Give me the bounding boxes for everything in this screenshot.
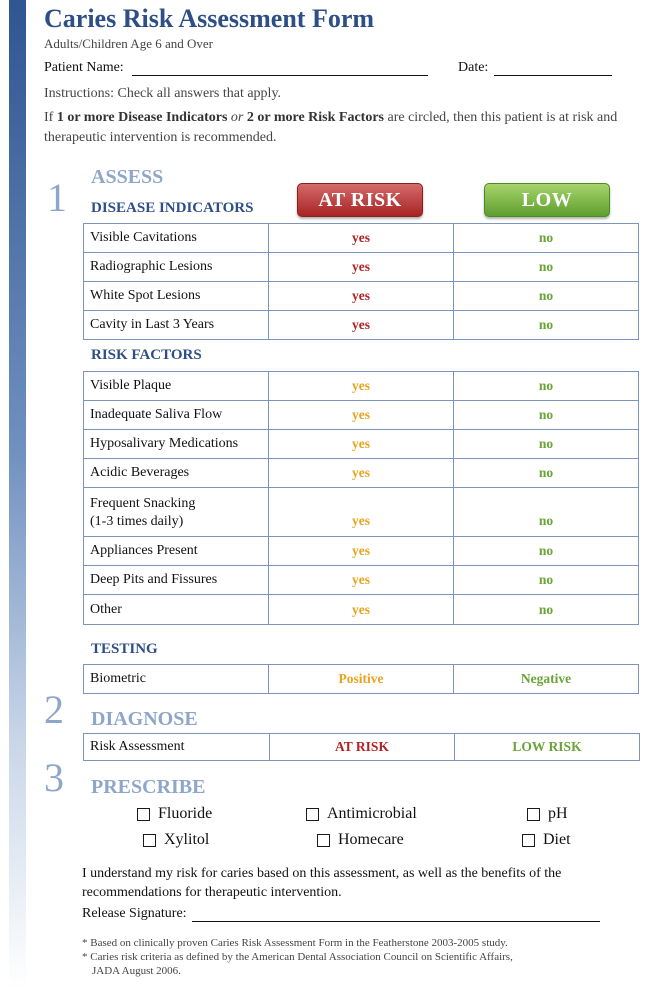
no-option[interactable]: no [454,430,639,459]
patient-name-field[interactable] [132,60,428,76]
prescribe-heading: PRESCRIBE [91,776,206,798]
yes-option[interactable]: yes [269,537,454,566]
risk-factors-table [83,371,639,625]
no-option[interactable]: no [454,566,639,595]
xylitol-checkbox[interactable]: Xylitol [143,831,209,849]
question-label: Radiographic Lesions [84,253,269,282]
table-row [84,372,639,401]
question-label: Deep Pits and Fissures [84,566,269,595]
checkbox-icon [527,808,540,821]
instructions-text: Instructions: Check all answers that apply. [44,86,282,101]
fluoride-checkbox[interactable]: Fluoride [137,805,212,823]
yes-option[interactable]: yes [269,311,454,340]
testing-table [83,664,639,694]
question-label: Biometric [84,665,269,694]
yes-option[interactable]: yes [269,401,454,430]
no-option[interactable]: no [454,372,639,401]
yes-option[interactable]: yes [269,488,454,537]
yes-option[interactable]: yes [269,430,454,459]
yes-option[interactable]: yes [269,459,454,488]
checkbox-icon [137,808,150,821]
question-label: Other [84,595,269,625]
rule-disease-criterion: 1 or more Disease Indicators [56,110,228,125]
patient-name-label: Patient Name: [44,60,124,75]
positive-option[interactable]: Positive [269,665,454,694]
question-label: Hyposalivary Medications [84,430,269,459]
question-label: Visible Cavitations [84,224,269,253]
no-option[interactable]: no [454,537,639,566]
footnote: JADA August 2006. [92,965,181,977]
question-label: Cavity in Last 3 Years [84,311,269,340]
table-row [84,488,639,537]
question-label: Frequent Snacking (1-3 times daily) [84,488,269,537]
no-option[interactable]: no [454,488,639,537]
risk-factors-heading: RISK FACTORS [91,347,202,363]
assess-heading: ASSESS [91,166,164,188]
question-label: Inadequate Saliva Flow [84,401,269,430]
table-row [84,401,639,430]
low-badge: LOW [484,183,610,217]
question-label: Visible Plaque [84,372,269,401]
at-risk-option[interactable]: AT RISK [270,734,455,761]
table-row [84,734,640,761]
no-option[interactable]: no [454,401,639,430]
table-row [84,566,639,595]
table-row [84,537,639,566]
negative-option[interactable]: Negative [454,665,639,694]
disease-indicators-heading: DISEASE INDICATORS [91,200,254,216]
no-option[interactable]: no [454,282,639,311]
rule-risk-criterion: 2 or more Risk Factors [246,110,384,125]
no-option[interactable]: no [454,224,639,253]
footnote: * Caries risk criteria as defined by the American Dental Association Council on Scientific Affairs, [82,951,513,963]
date-label: Date: [458,60,489,75]
no-option[interactable]: no [454,253,639,282]
checkbox-icon [143,834,156,847]
step-number-1: 1 [47,175,67,220]
homecare-checkbox[interactable]: Homecare [317,831,404,849]
disease-indicators-table [83,223,639,340]
footnote: * Based on clinically proven Caries Risk Assessment Form in the Featherstone 2003-2005 study. [82,937,508,949]
risk-rule-text: If 1 or more Disease Indicators or 2 or more Risk Factors are circled, then this patient is at risk and therapeutic intervention is recommended. [44,110,618,145]
at-risk-badge: AT RISK [297,183,423,217]
form-subtitle: Adults/Children Age 6 and Over [44,36,213,51]
table-row [84,459,639,488]
yes-option[interactable]: yes [269,224,454,253]
date-field[interactable] [494,60,612,76]
signature-field[interactable] [192,906,600,922]
table-row [84,224,639,253]
question-label: Acidic Beverages [84,459,269,488]
yes-option[interactable]: yes [269,595,454,625]
question-label: Appliances Present [84,537,269,566]
table-row [84,430,639,459]
diet-checkbox[interactable]: Diet [522,831,571,849]
yes-option[interactable]: yes [269,566,454,595]
no-option[interactable]: no [454,595,639,625]
risk-assessment-label: Risk Assessment [84,734,270,761]
no-option[interactable]: no [454,459,639,488]
checkbox-icon [317,834,330,847]
diagnose-table [83,733,640,761]
step-number-2: 2 [44,687,64,732]
yes-option[interactable]: yes [269,372,454,401]
side-gradient-bar [9,0,26,989]
question-label: White Spot Lesions [84,282,269,311]
table-row [84,253,639,282]
table-row [84,665,639,694]
table-row [84,282,639,311]
step-number-3: 3 [44,755,64,800]
form-title: Caries Risk Assessment Form [44,4,375,33]
consent-text: I understand my risk for caries based on this assessment, as well as the benefits of the recommendations for therapeutic intervention. [82,866,562,900]
low-risk-option[interactable]: LOW RISK [455,734,640,761]
yes-option[interactable]: yes [269,253,454,282]
checkbox-icon [306,808,319,821]
table-row [84,595,639,625]
checkbox-icon [522,834,535,847]
table-row [84,311,639,340]
yes-option[interactable]: yes [269,282,454,311]
diagnose-heading: DIAGNOSE [91,708,198,730]
antimicrobial-checkbox[interactable]: Antimicrobial [306,805,417,823]
testing-heading: TESTING [91,641,158,657]
ph-checkbox[interactable]: pH [527,805,568,823]
no-option[interactable]: no [454,311,639,340]
signature-label: Release Signature: [82,906,187,921]
